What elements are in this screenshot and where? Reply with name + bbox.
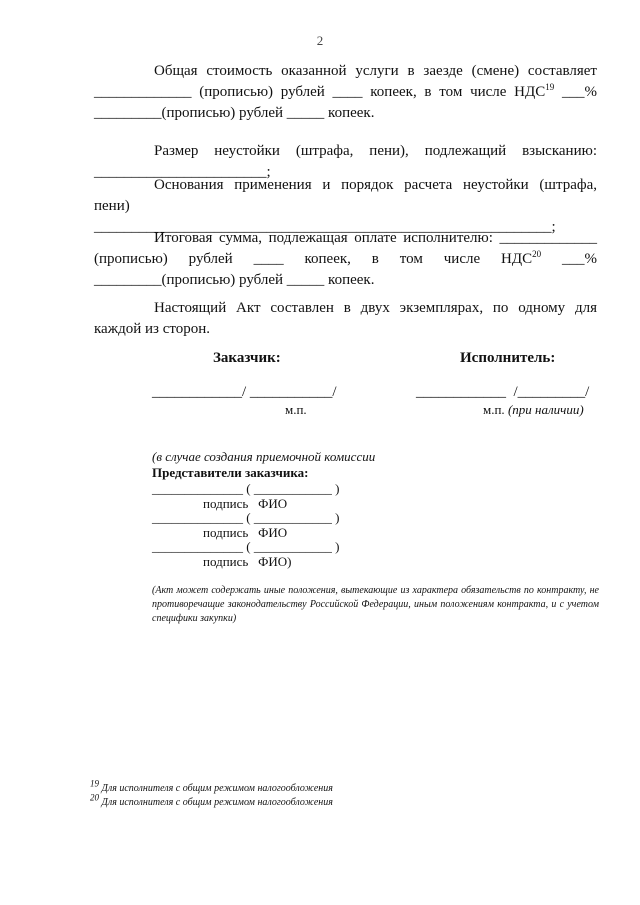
contractor-title: Исполнитель: bbox=[460, 350, 556, 366]
commission-note: (в случае создания приемочной комиссии bbox=[152, 449, 376, 464]
footnote-19: $^{19}$ Для исполнителя с общим режимом налогообложения bbox=[90, 778, 333, 794]
copies-line-1: Настоящий Акт составлен в двух экземплярах, по одному для bbox=[154, 300, 597, 316]
commission-caption-2: подпись ФИО bbox=[203, 525, 288, 540]
copies-line-2: каждой из сторон. bbox=[94, 321, 210, 337]
footnote-20: $^{20}$ Для исполнителя с общим режимом налогообложения bbox=[90, 792, 333, 808]
total-cost-line-3: _________(прописью) рублей _____ копеек. bbox=[94, 105, 375, 121]
commission-line-3: ______________ ( ____________ ) bbox=[152, 539, 340, 554]
paragraph-total-cost bbox=[94, 61, 597, 124]
penalty-basis-line-2: пени) bbox=[94, 198, 130, 214]
penalty-basis-line-1: Основания применения и порядок расчета неустойки (штрафа, bbox=[154, 177, 597, 193]
penalty-line-1: Размер неустойки (штрафа, пени), подлежащий взысканию: bbox=[154, 143, 597, 159]
commission-caption-1: подпись ФИО bbox=[203, 496, 288, 511]
customer-stamp-label: м.п. bbox=[285, 402, 307, 417]
contractor-stamp-note: (при наличии) bbox=[507, 402, 584, 417]
commission-caption-3: подпись ФИО) bbox=[203, 554, 292, 569]
paragraph-final-sum bbox=[94, 228, 597, 291]
footnote-ref-19: 19 bbox=[545, 82, 555, 92]
footnote-ref-20: 20 bbox=[532, 249, 542, 259]
closing-note: (Акт может содержать иные положения, вытекающие из характера обязательств по контракту, не противоречащие законодательству Российской Федерации, иным положениям контракта, и с учетом специфики закупки) bbox=[152, 585, 599, 624]
page-number: 2 bbox=[316, 33, 324, 48]
paragraph-copies bbox=[94, 298, 597, 340]
total-cost-line-2: _____________ (прописью) рублей ____ копеек, в том числе НДС$^{19}$ ___% bbox=[94, 82, 597, 100]
commission-line-2: ______________ ( ____________ ) bbox=[152, 510, 340, 525]
penalty-line-2: _______________________; bbox=[94, 164, 271, 180]
final-sum-line-2: (прописью) рублей ____ копеек, в том числе НДС$^{20}$ ___% bbox=[94, 249, 597, 267]
customer-title: Заказчик: bbox=[213, 350, 281, 366]
final-sum-line-1: Итоговая сумма, подлежащая оплате исполнителю: _____________ bbox=[154, 230, 597, 246]
final-sum-line-3: _________(прописью) рублей _____ копеек. bbox=[94, 272, 375, 288]
commission-line-1: ______________ ( ____________ ) bbox=[152, 481, 340, 496]
contractor-stamp-label: м.п. (при наличии) bbox=[483, 402, 584, 417]
contractor-signature-line: ____________ /_________/ bbox=[416, 384, 590, 400]
commission-title: Представители заказчика: bbox=[152, 465, 309, 480]
total-cost-line-1: Общая стоимость оказанной услуги в заезде (смене) составляет bbox=[154, 63, 597, 79]
customer-signature-line: ____________/ ___________/ bbox=[152, 384, 337, 400]
penalty-basis-line-3: _____________________________________________________________; bbox=[94, 219, 556, 235]
